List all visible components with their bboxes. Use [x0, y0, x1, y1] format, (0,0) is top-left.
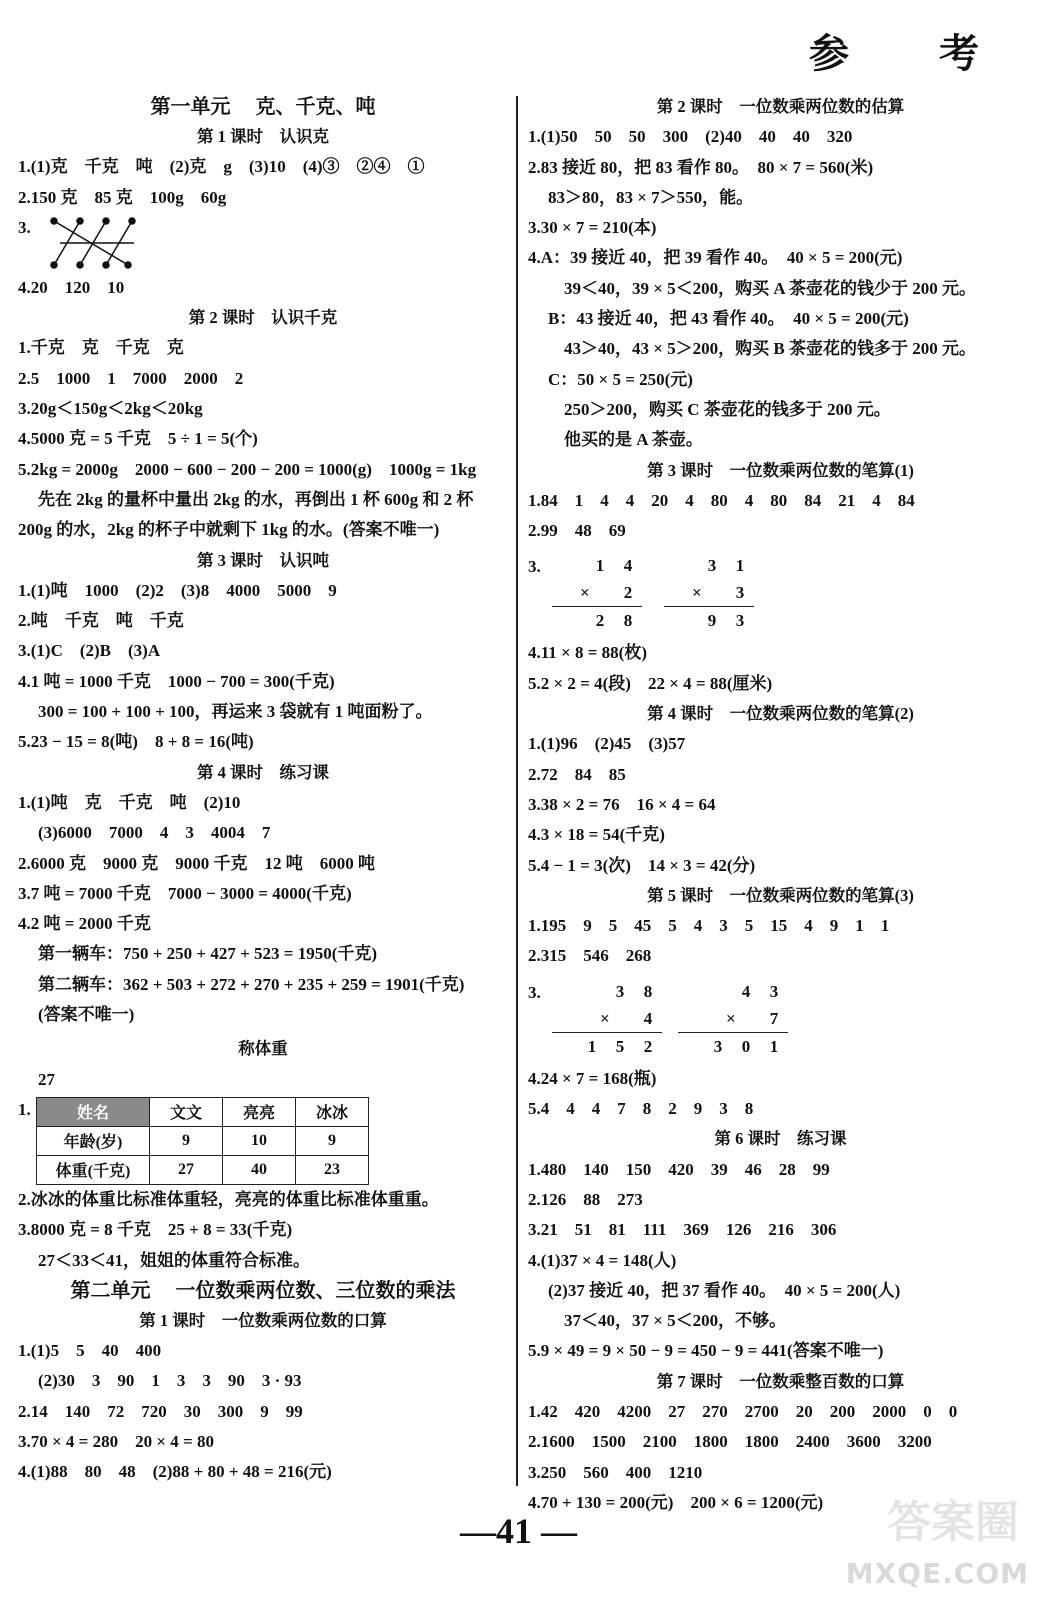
digit: 3	[735, 611, 745, 631]
answer-line: 1.84 1 4 4 20 4 80 4 80 84 21 4 84	[528, 490, 915, 510]
answer-line: 第一辆车：750 + 250 + 427 + 523 = 1950(千克)	[38, 944, 378, 964]
lesson-title: 第 2 课时 一位数乘两位数的估算	[656, 97, 905, 116]
digit: 4	[741, 981, 751, 1001]
digit: 1	[587, 1036, 597, 1056]
digit: 4	[623, 556, 633, 576]
answer-line: B：43 接近 40，把 43 看作 40。 40 × 5 = 200(元)	[548, 309, 909, 329]
table-header-row	[37, 1097, 369, 1126]
matching-lines-diagram	[36, 213, 186, 273]
digit: 3	[735, 583, 745, 603]
digit: 8	[623, 611, 633, 631]
answer-line: 4.11 × 8 = 88(枚)	[528, 643, 648, 663]
table-row	[37, 1126, 369, 1155]
lesson-3-title: 第 3 课时 认识吨	[197, 550, 329, 570]
answer-line: 39＜40，39 × 5＜200，购买 A 茶壶花的钱少于 200 元。	[564, 278, 977, 298]
answer-line: 3.38 × 2 = 76 16 × 4 = 64	[528, 794, 716, 814]
lesson-title: 第 4 课时 一位数乘两位数的笔算(2)	[647, 704, 914, 724]
answer-line: 2.83 接近 80，把 83 看作 80。 80 × 7 = 560(米)	[528, 157, 874, 177]
table-cell: 体重(千克)	[37, 1155, 150, 1184]
answer-line: 3.30 × 7 = 210(本)	[528, 218, 657, 238]
answer-line: 1.(1)50 50 50 300 (2)40 40 40 320	[528, 127, 853, 147]
matching-answer	[18, 213, 508, 273]
vertical-multiplication	[528, 552, 1033, 634]
digit: 8	[643, 981, 653, 1001]
answer-line: 27	[38, 1069, 55, 1089]
question-number: 3.	[18, 217, 31, 237]
table-cell: 40	[223, 1155, 296, 1184]
table-cell: 9	[296, 1126, 369, 1155]
answer-line: 2.150 克 85 克 100g 60g	[18, 187, 227, 207]
answer-line: 2.6000 克 9000 克 9000 千克 12 吨 6000 吨	[18, 853, 375, 873]
table-cell: 9	[150, 1126, 223, 1155]
answer-line: 4.1 吨 = 1000 千克 1000 − 700 = 300(千克)	[18, 671, 335, 691]
digit: 2	[595, 611, 605, 631]
answer-line: 4.24 × 7 = 168(瓶)	[528, 1068, 657, 1088]
digit: 1	[769, 1036, 779, 1056]
weight-table-answer	[18, 1095, 508, 1185]
left-column	[18, 92, 508, 1488]
answer-line: C：50 × 5 = 250(元)	[548, 369, 693, 389]
answer-line: 37＜40，37 × 5＜200，不够。	[564, 1311, 787, 1331]
right-column	[528, 92, 1033, 1518]
column-calculation: 3 8 × 4 1 5 2	[552, 978, 662, 1060]
answer-line: 2.冰冰的体重比标准体重轻，亮亮的体重比标准体重重。	[18, 1189, 439, 1209]
answer-line: 300 = 100 + 100 + 100，再运来 3 袋就有 1 吨面粉了。	[38, 702, 433, 722]
digit: 3	[769, 981, 779, 1001]
lesson-title: 第 5 课时 一位数乘两位数的笔算(3)	[647, 885, 914, 905]
digit: 4	[643, 1008, 653, 1028]
answer-line: 2.吨 千克 吨 千克	[18, 611, 184, 631]
table-cell: 27	[150, 1155, 223, 1184]
answer-line: 3.7 吨 = 7000 千克 7000 − 3000 = 4000(千克)	[18, 883, 352, 903]
answer-line: 5.9 × 49 = 9 × 50 − 9 = 450 − 9 = 441(答案不唯一)	[528, 1341, 884, 1361]
question-number: 3.	[528, 557, 541, 577]
answer-line: 他买的是 A 茶壶。	[564, 430, 703, 450]
answer-line: 1.195 9 5 45 5 4 3 5 15 4 9 1 1	[528, 916, 890, 936]
lesson-4-title: 第 4 课时 练习课	[197, 762, 329, 782]
answer-line: 3.250 560 400 1210	[528, 1462, 703, 1482]
answer-line: 250＞200，购买 C 茶壶花的钱多于 200 元。	[564, 399, 891, 419]
answer-line: 1.480 140 150 420 39 46 28 99	[528, 1159, 830, 1179]
answer-line: 1.42 420 4200 27 270 2700 20 200 2000 0 0	[528, 1401, 958, 1421]
answer-line: 4.5000 克 = 5 千克 5 ÷ 1 = 5(个)	[18, 429, 258, 449]
digit: 2	[643, 1036, 653, 1056]
digit: 2	[623, 583, 633, 603]
answer-line: 4.A：39 接近 40，把 39 看作 40。 40 × 5 = 200(元)	[528, 248, 903, 268]
page-header-title: 参 考	[809, 31, 1019, 76]
answer-line: 5.23 − 15 = 8(吨) 8 + 8 = 16(吨)	[18, 732, 254, 752]
answer-line: 1.千克 克 千克 克	[18, 338, 184, 358]
table-header-cell: 姓名	[37, 1097, 150, 1126]
answer-line: (答案不唯一)	[38, 1005, 135, 1025]
answer-line: 5.2 × 2 = 4(段) 22 × 4 = 88(厘米)	[528, 673, 773, 693]
answer-line: 5.4 4 4 7 8 2 9 3 8	[528, 1099, 754, 1119]
lesson-title: 第 7 课时 一位数乘整百数的口算	[656, 1371, 905, 1391]
answer-line: 1.(1)克 千克 吨 (2)克 g (3)10 (4)③ ②④ ①	[18, 157, 425, 177]
answer-line: 200g 的水，2kg 的杯子中就剩下 1kg 的水。(答案不唯一)	[18, 520, 440, 540]
answer-line: 2.126 88 273	[528, 1189, 643, 1209]
answer-line: 3.20g＜150g＜2kg＜20kg	[18, 399, 203, 419]
page-number: —41 —	[460, 1511, 577, 1551]
answer-line: 第二辆车：362 + 503 + 272 + 270 + 235 + 259 = 1901(千克)	[38, 974, 465, 994]
unit-1-title: 第一单元 克、千克、吨	[150, 96, 376, 118]
answer-line: 2.5 1000 1 7000 2000 2	[18, 368, 244, 388]
lesson-title: 第 6 课时 练习课	[714, 1129, 847, 1149]
weight-table	[36, 1097, 369, 1185]
answer-line: 83＞80，83 × 7＞550，能。	[548, 187, 754, 207]
vertical-multiplication	[528, 978, 1033, 1060]
table-cell: 10	[223, 1126, 296, 1155]
lesson-title: 第 3 课时 一位数乘两位数的笔算(1)	[647, 460, 914, 480]
digit: 9	[707, 611, 717, 631]
digit: 3	[615, 981, 625, 1001]
digit: 1	[735, 556, 745, 576]
answer-line: (2)30 3 90 1 3 3 90 3 · 93	[38, 1371, 302, 1391]
answer-line: 1.(1)96 (2)45 (3)57	[528, 734, 686, 754]
answer-line: 2.99 48 69	[528, 521, 626, 541]
table-header-cell: 文文	[150, 1097, 223, 1126]
lesson-1-title: 第 1 课时 认识克	[197, 127, 329, 146]
column-calculation: 1 4 × 2 2 8	[552, 552, 642, 634]
unit-2-title: 第二单元 一位数乘两位数、三位数的乘法	[70, 1279, 456, 1302]
digit: 0	[741, 1036, 751, 1056]
answer-line: 4.70 + 130 = 200(元) 200 × 6 = 1200(元)	[528, 1492, 824, 1512]
answer-line: 5.4 − 1 = 3(次) 14 × 3 = 42(分)	[528, 855, 756, 875]
answer-line: 4.2 吨 = 2000 千克	[18, 914, 151, 934]
table-cell: 23	[296, 1155, 369, 1184]
table-cell: 年龄(岁)	[37, 1126, 150, 1155]
answer-line: 2.1600 1500 2100 1800 1800 2400 3600 3200	[528, 1432, 932, 1452]
question-number: 3.	[528, 982, 541, 1002]
digit: 1	[595, 556, 605, 576]
unit-2-lesson-1-title: 第 1 课时 一位数乘两位数的口算	[139, 1310, 387, 1330]
digit: 3	[707, 556, 717, 576]
answer-line: 3.70 × 4 = 280 20 × 4 = 80	[18, 1431, 214, 1451]
answer-line: 先在 2kg 的量杯中量出 2kg 的水，再倒出 1 杯 600g 和 2 杯	[38, 489, 474, 509]
table-header-cell: 亮亮	[223, 1097, 296, 1126]
column-calculation: 3 1 × 3 9 3	[664, 552, 754, 634]
answer-line: 1.(1)吨 克 千克 吨 (2)10	[18, 792, 241, 812]
table-header-cell: 冰冰	[296, 1097, 369, 1126]
answer-line: 3.8000 克 = 8 千克 25 + 8 = 33(千克)	[18, 1220, 293, 1240]
answer-line: 2.72 84 85	[528, 764, 626, 784]
column-calculation: 4 3 × 7 3 0 1	[678, 978, 788, 1060]
answer-line: 27＜33＜41，姐姐的体重符合标准。	[38, 1250, 310, 1270]
watermark-logo: 答案圈	[887, 1497, 1019, 1548]
answer-line: 4.20 120 10	[18, 277, 125, 297]
answer-line: 43＞40，43 × 5＞200，购买 B 茶壶花的钱多于 200 元。	[564, 339, 977, 359]
answer-line: 2.315 546 268	[528, 946, 652, 966]
answer-line: 5.2kg = 2000g 2000 − 600 − 200 − 200 = 1000(g) 1000g = 1kg	[18, 459, 477, 479]
answer-line: 1.(1)吨 1000 (2)2 (3)8 4000 5000 9	[18, 580, 337, 600]
answer-line: 3.21 51 81 111 369 126 216 306	[528, 1220, 837, 1240]
answer-line: 1.(1)5 5 40 400	[18, 1341, 162, 1361]
answer-line: 3.(1)C (2)B (3)A	[18, 641, 161, 661]
weigh-section-title: 称体重	[238, 1039, 288, 1059]
answer-line: 2.14 140 72 720 30 300 9 99	[18, 1401, 303, 1421]
digit: 7	[769, 1008, 779, 1028]
digit: 3	[713, 1036, 723, 1056]
question-number: 1.	[18, 1099, 31, 1119]
table-row	[37, 1155, 369, 1184]
answer-line: (2)37 接近 40，把 37 看作 40。 40 × 5 = 200(人)	[548, 1280, 901, 1300]
watermark-text: MXQE.COM	[845, 1557, 1029, 1590]
answer-line: 4.(1)88 80 48 (2)88 + 80 + 48 = 216(元)	[18, 1462, 332, 1482]
digit: 5	[615, 1036, 625, 1056]
column-divider	[516, 96, 518, 1486]
lesson-2-title: 第 2 课时 认识千克	[188, 308, 338, 328]
answer-line: 4.(1)37 × 4 = 148(人)	[528, 1250, 677, 1270]
answer-line: 4.3 × 18 = 54(千克)	[528, 825, 665, 845]
answer-line: (3)6000 7000 4 3 4004 7	[38, 823, 271, 843]
